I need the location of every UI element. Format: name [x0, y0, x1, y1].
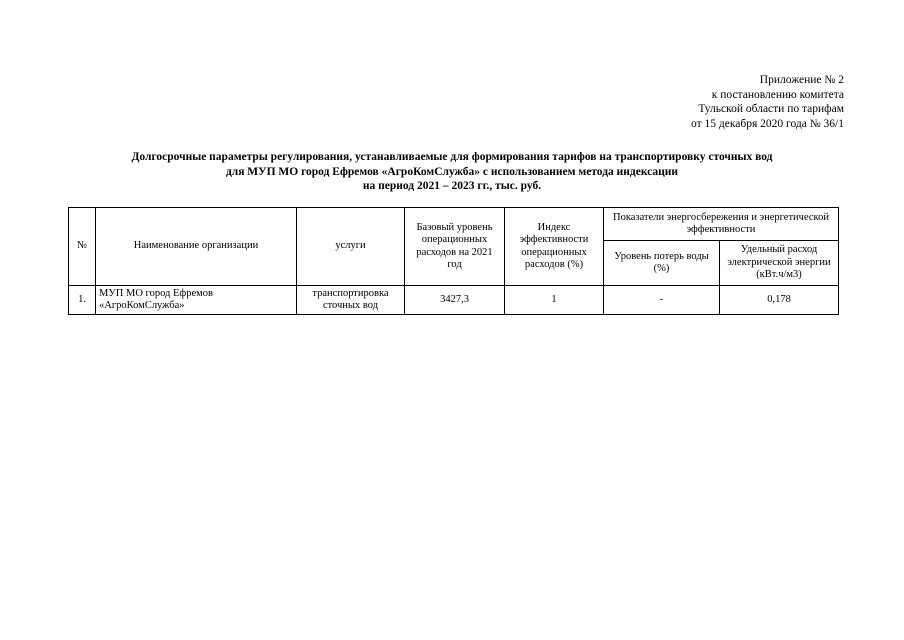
header-specific-power: Удельный расход электрической энергии (кВт.ч/м3): [720, 241, 839, 286]
cell-organization: МУП МО город Ефремов «АгроКомСлужба»: [96, 286, 297, 315]
cell-service: транспортировка сточных вод: [297, 286, 405, 315]
header-num: №: [69, 208, 96, 286]
appendix-block: [691, 73, 844, 131]
appendix-line: Приложение № 2: [759, 74, 844, 86]
cell-num: 1.: [69, 286, 96, 315]
cell-base-level: 3427,3: [405, 286, 505, 315]
document-title: [60, 150, 844, 194]
title-line: Долгосрочные параметры регулирования, устанавливаемые для формирования тарифов на транспортировку сточных вод: [131, 151, 773, 163]
table-row: [69, 286, 839, 315]
appendix-line: Тульской области по тарифам: [698, 103, 844, 115]
title-line: на период 2021 – 2023 гг., тыс. руб.: [362, 180, 542, 192]
header-efficiency-index: Индекс эффективности операционных расходов (%): [505, 208, 604, 286]
appendix-line: к постановлению комитета: [711, 88, 844, 101]
header-organization: Наименование организации: [96, 208, 297, 286]
header-water-loss: Уровень потерь воды (%): [604, 241, 720, 286]
header-energy-group: Показатели энергосбережения и энергетической эффективности: [604, 208, 839, 241]
title-line: для МУП МО город Ефремов «АгроКомСлужба» с использованием метода индексации: [225, 165, 679, 178]
cell-water-loss: -: [604, 286, 720, 315]
header-service: услуги: [297, 208, 405, 286]
header-base-level: Базовый уровень операционных расходов на 2021 год: [405, 208, 505, 286]
parameters-table: [68, 207, 839, 315]
appendix-line: от 15 декабря 2020 года № 36/1: [691, 117, 844, 130]
cell-specific-power: 0,178: [720, 286, 839, 315]
table-header-row: [69, 208, 839, 241]
cell-efficiency-index: 1: [505, 286, 604, 315]
